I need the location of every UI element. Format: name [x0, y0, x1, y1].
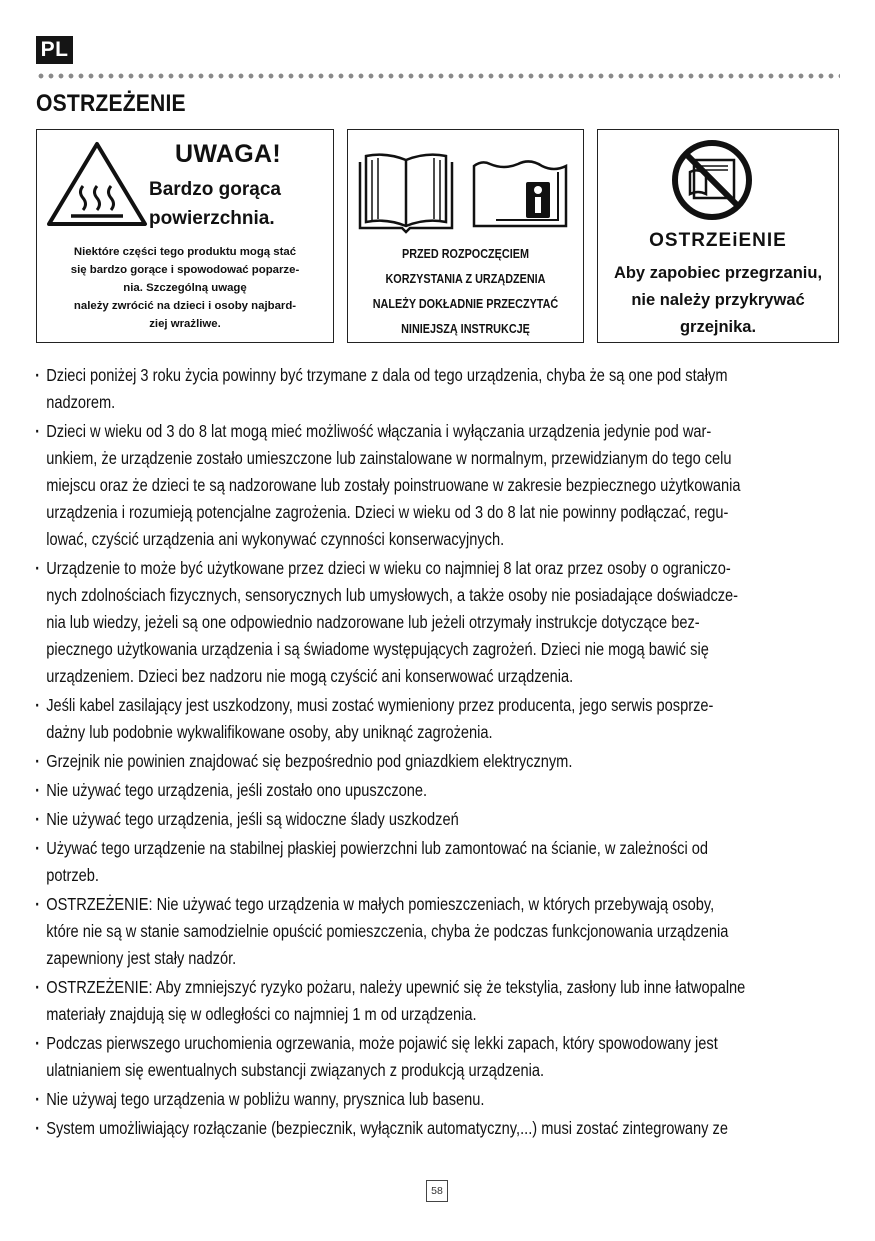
- language-tag: PL: [36, 36, 73, 64]
- safety-instructions-list: [36, 362, 846, 1144]
- hot-surface-heading: UWAGA!: [175, 140, 281, 168]
- read-manual-box: [347, 129, 584, 343]
- do-not-cover-icon: [670, 138, 754, 222]
- read-manual-book-icon: [354, 152, 576, 234]
- do-not-cover-heading: OSTRZEiENIE: [649, 230, 787, 251]
- list-item: · Dzieci w wieku od 3 do 8 lat mogą mieć możliwość włączania i wyłączania urządzenia jedynie pod war- unkiem, że urządzenie zostało umieszczone lub zainstalowane w normalnym, przewidzianym do tego celu miejscu oraz że dzieci te są nadzorowane lub zostały poinstruowane w zakresie bezpiecznego użytkowania urządzenia i rozumieją potencjalne zagrożenia. Dzieci w wieku od 3 do 8 lat nie powinny podłączać, regu- lować, czyścić urządzenia ani wykonywać czynności konserwacyjnych.: [36, 418, 856, 553]
- do-not-cover-text: Aby zapobiec przegrzaniu, nie należy przykrywać grzejnika.: [613, 264, 823, 336]
- list-item: · Używać tego urządzenie na stabilnej płaskiej powierzchni lub zamontować na ścianie, w zależności od potrzeb.: [36, 835, 856, 889]
- list-item: · Nie używaj tego urządzenia w pobliżu wanny, prysznica lub basenu.: [36, 1086, 856, 1113]
- list-item: · Nie używać tego urządzenia, jeśli są widoczne ślady uszkodzeń: [36, 806, 856, 833]
- dotted-divider: [36, 72, 840, 80]
- list-item: · Jeśli kabel zasilający jest uszkodzony, musi zostać wymieniony przez producenta, jego serwis posprze- dażny lub podobnie wykwalifikowane osoby, aby uniknąć zagrożenia.: [36, 692, 856, 746]
- read-manual-text: PRZED ROZPOCZĘCIEM KORZYSTANIA Z URZĄDZENIA NALEŻY DOKŁADNIE PRZECZYTAĆ NINIEJSZĄ INSTRUKCJĘ: [372, 247, 559, 336]
- list-item: · Grzejnik nie powinien znajdować się bezpośrednio pod gniazdkiem elektrycznym.: [36, 748, 856, 775]
- list-item: · Nie używać tego urządzenia, jeśli zostało ono upuszczone.: [36, 777, 856, 804]
- list-item: · System umożliwiający rozłączanie (bezpiecznik, wyłącznik automatyczny,...) musi zostać zintegrowany ze: [36, 1115, 856, 1142]
- list-item: · OSTRZEŻENIE: Aby zmniejszyć ryzyko pożaru, należy upewnić się że tekstylia, zasłony lub inne łatwopalne materiały znajdują się w odległości co najmniej 1 m od urządzenia.: [36, 974, 856, 1028]
- list-item: · Urządzenie to może być użytkowane przez dzieci w wieku co najmniej 8 lat oraz przez osoby o ograniczo- nych zdolnościach fizycznych, sensorycznych lub umysłowych, a także osoby nie posiadające doświadcze- nia lub wiedzy, jeżeli są one odpowiednio nadzorowane lub jeżeli otrzymały instrukcje dotyczące bez- piecznego użytkowania urządzenia i są świadome występujących zagrożeń. Dzieci nie mogą bawić się urządzeniem. Dzieci bez nadzoru nie mogą czyścić ani konserwować urządzenia.: [36, 555, 856, 690]
- hot-surface-warning-icon: [45, 140, 149, 228]
- list-item: · Podczas pierwszego uruchomienia ogrzewania, może pojawić się lekki zapach, który spowodowany jest ulatnianiem się ewentualnych substancji związanych z produkcją urządzenia.: [36, 1030, 856, 1084]
- hot-surface-text: Niektóre części tego produktu mogą stać się bardzo gorące i spowodować poparze- nia. Szczególną uwagę należy zwrócić na dzieci i osoby najbard- ziej wrażliwe.: [70, 246, 300, 330]
- hot-surface-warning-box: [36, 129, 334, 343]
- page-number: 58: [426, 1180, 448, 1202]
- list-item: · OSTRZEŻENIE: Nie używać tego urządzenia w małych pomieszczeniach, w których przebywają osoby, które nie są w stanie samodzielnie opuścić pomieszczenia, chyba że podczas funkcjonowania urządzenia zapewniony jest stały nadzór.: [36, 891, 856, 972]
- do-not-cover-box: [597, 129, 839, 343]
- page-title: OSTRZEŻENIE: [36, 90, 186, 117]
- list-item: · Dzieci poniżej 3 roku życia powinny być trzymane z dala od tego urządzenia, chyba że są one pod stałym nadzorem.: [36, 362, 856, 416]
- hot-surface-subheading: Bardzo gorąca powierzchnia.: [149, 179, 281, 229]
